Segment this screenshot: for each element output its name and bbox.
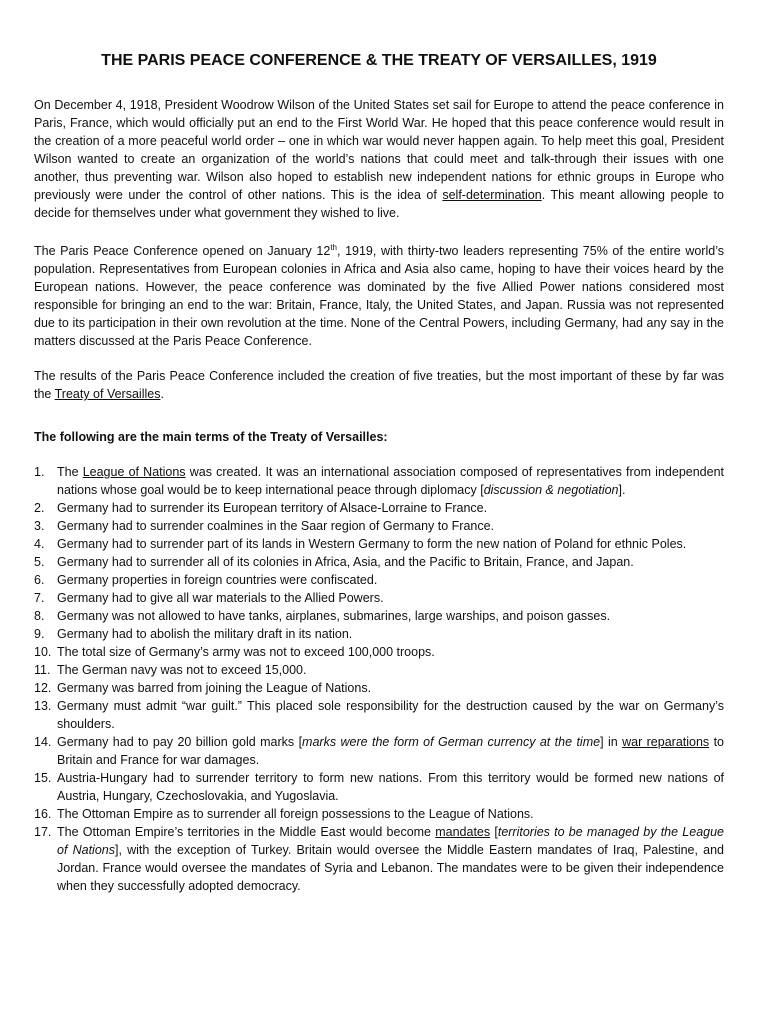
item-text: to Britain and France for war damages. [57, 735, 725, 768]
list-item [34, 679, 724, 697]
list-number: 8. [34, 609, 45, 624]
item-text: Germany had to give all war materials to the Allied Powers. [57, 591, 384, 606]
item-text: [ [490, 825, 498, 840]
list-number: 15. [34, 771, 52, 786]
paragraph-text: On December 4, 1918, President Woodrow Wilson of the United States set sail for Europe to attend the peace conference in Paris, France, which would officially put an end to the First World War. He hoped that this peace conference would result in the creation of a more peaceful world order – one in which war would never happen again. To help meet this goal, President Wilson wanted to create an organization of the world’s nations that could meet and talk-through their issues with one another, thus preventing war. Wilson also hoped to establish new independent nations for ethnic groups in Europe who previously were under the control of other nations. This is the idea of [34, 98, 724, 202]
definition-text: discussion & negotiation [483, 483, 619, 498]
term-mandates: mandates [435, 825, 491, 840]
list-item [34, 535, 724, 553]
item-text: ] in [600, 735, 623, 750]
paragraph-text: The Paris Peace Conference opened on January 12 [34, 244, 331, 259]
list-item [34, 643, 724, 661]
list-number: 5. [34, 555, 45, 570]
item-text: Germany had to abolish the military draft in its nation. [57, 627, 353, 642]
superscript: th [330, 243, 337, 252]
paragraph-text: . [160, 387, 164, 402]
item-text: Germany must admit “war guilt.” This placed sole responsibility for the destruction caused by the war on Germany’s shoulders. [57, 699, 724, 732]
list-item [34, 499, 724, 517]
item-text: was created. It was an international association composed of representatives from independent nations whose goal would be to keep international peace through diplomacy [ [57, 465, 725, 498]
list-item [34, 463, 724, 499]
paragraph-results [34, 367, 724, 403]
list-number: 11. [34, 663, 51, 678]
item-text: The Ottoman Empire as to surrender all foreign possessions to the League of Nations. [57, 807, 534, 822]
list-item [34, 517, 724, 535]
term-treaty-of-versailles: Treaty of Versailles [54, 387, 161, 402]
list-number: 10. [34, 645, 52, 660]
item-text: The total size of Germany’s army was not to exceed 100,000 troops. [57, 645, 435, 660]
list-item [34, 805, 724, 823]
list-item [34, 733, 724, 769]
list-number: 14. [34, 735, 52, 750]
list-item [34, 823, 724, 895]
item-text: Germany had to surrender coalmines in the Saar region of Germany to France. [57, 519, 495, 534]
list-item [34, 769, 724, 805]
list-item [34, 625, 724, 643]
item-text: Germany properties in foreign countries were confiscated. [57, 573, 378, 588]
definition-text: marks were the form of German currency at the time [302, 735, 601, 750]
list-item [34, 553, 724, 571]
item-text: ]. [618, 483, 626, 498]
list-item [34, 607, 724, 625]
item-text: The Ottoman Empire’s territories in the Middle East would become [57, 825, 436, 840]
document-page [34, 50, 724, 895]
term-self-determination: self-determination [442, 188, 542, 202]
term-league-of-nations: League of Nations [82, 465, 186, 480]
item-text: Germany was barred from joining the League of Nations. [57, 681, 372, 696]
list-number: 12. [34, 681, 52, 696]
item-text: The German navy was not to exceed 15,000. [57, 663, 307, 678]
list-item [34, 571, 724, 589]
item-text: Germany had to surrender its European territory of Alsace-Lorraine to France. [57, 501, 488, 516]
list-number: 16. [34, 807, 52, 822]
paragraph-conference [34, 239, 724, 350]
item-text: The [57, 465, 83, 480]
list-number: 2. [34, 501, 45, 516]
list-number: 1. [34, 465, 45, 480]
paragraph-wilson [34, 96, 724, 222]
item-text: ], with the exception of Turkey. Britain would oversee the Middle Eastern mandates of Iraq, Palestine, and Jordan. France would oversee the mandates of Syria and Lebanon. The mandates were to be given their independence when they successfully adopted democracy. [57, 843, 724, 894]
list-item [34, 697, 724, 733]
list-number: 3. [34, 519, 45, 534]
list-number: 4. [34, 537, 45, 552]
list-number: 13. [34, 699, 52, 714]
definition-text: territories to be managed by the League of Nations [57, 825, 724, 858]
list-number: 6. [34, 573, 45, 588]
paragraph-text: . This meant allowing people to decide for themselves under what government they wished to live. [34, 188, 724, 220]
list-item [34, 661, 724, 679]
list-number: 7. [34, 591, 45, 606]
term-war-reparations: war reparations [622, 735, 710, 750]
paragraph-text: , 1919, with thirty-two leaders representing 75% of the entire world’s population. Representatives from European colonies in Africa and Asia also came, hoping to have their voices heard by the European nations. However, the peace conference was dominated by the five Allied Power nations considered most responsible for bringing an end to the war: Britain, France, Italy, the United States, and Japan. Russia was not represented due to its participation in their own revolution at the time. None of the Central Powers, including Germany, had any say in the matters discussed at the Paris Peace Conference. [34, 244, 724, 349]
page-title: THE PARIS PEACE CONFERENCE & THE TREATY OF VERSAILLES, 1919 [101, 52, 657, 69]
terms-heading: The following are the main terms of the Treaty of Versailles: [34, 430, 388, 445]
list-number: 9. [34, 627, 45, 642]
item-text: Austria-Hungary had to surrender territory to form new nations. From this territory would be formed new nations of Austria, Hungary, Czechoslovakia, and Yugoslavia. [57, 771, 724, 804]
item-text: Germany had to surrender part of its lands in Western Germany to form the new nation of Poland for ethnic Poles. [57, 537, 687, 552]
list-item [34, 589, 724, 607]
item-text: Germany had to surrender all of its colonies in Africa, Asia, and the Pacific to Britain, France, and Japan. [57, 555, 634, 570]
terms-list [34, 463, 724, 895]
item-text: Germany had to pay 20 billion gold marks [ [57, 735, 303, 750]
list-number: 17. [34, 825, 52, 840]
paragraph-text: The results of the Paris Peace Conference included the creation of five treaties, but the most important of these by far was the [34, 369, 724, 402]
item-text: Germany was not allowed to have tanks, airplanes, submarines, large warships, and poison gasses. [57, 609, 611, 624]
